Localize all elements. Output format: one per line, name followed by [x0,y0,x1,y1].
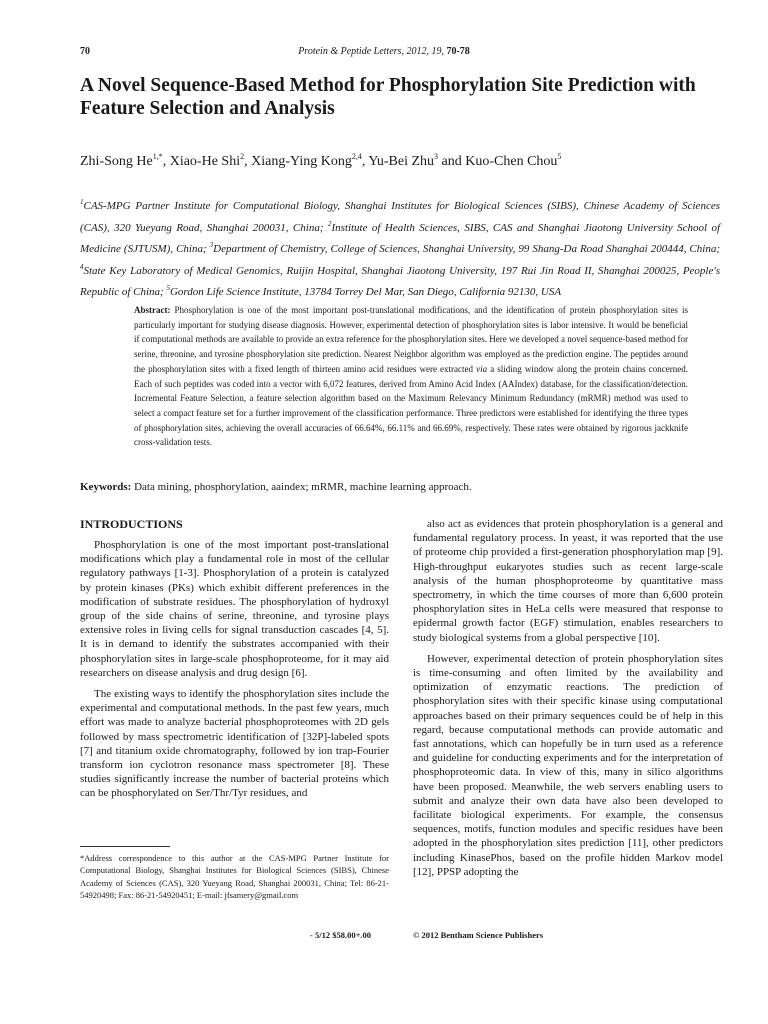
affiliation-text: Institute of Health Sciences, SIBS, CAS and Shanghai Jiaotong University School of Medicine (SJTUSM), China; [80,221,721,256]
author-name: Kuo-Chen Chou [465,154,558,169]
affiliation-marker: 3 [209,241,214,250]
keywords [80,480,720,494]
correspondence-footnote: *Address correspondence to this author at the CAS-MPG Partner Institute for Computational Biology, Shanghai Institutes for Biological Sciences (SIBS), Chinese Academy of Sciences (CAS), 320 Yueyang Road, Shanghai 200031, China; Tel: 86-21-54920498; Fax: 86-21-54920451; E-mail: jfsamery@gmail.com [80,853,389,900]
author-name: Xiang-Ying Kong [251,154,352,169]
affiliations [80,194,720,302]
left-column [80,517,389,808]
footer-price: - 5/12 $58.00+.00 [310,930,372,940]
body-paragraph: The existing ways to identify the phosphorylation sites include the experimental and computational methods. In the past few years, much effort was made to analyze bacterial phosphoproteomes with 2D gels followed by mass spectrometric identification of [32P]-labeled spots [7] and titanium oxide chromatography, followed by ion trap-Fourier transform ion cyclotron resonance mass spectrometer [8]. These studies significantly increase the number of bacterial proteins which can be phosphorylated on Ser/Thr/Tyr residues, and [80,688,389,800]
body-paragraph: Phosphorylation is one of the most important post-translational modifications which play a fundamental role in most of the cellular regulatory pathways [1-3]. Phosphorylation of a protein is catalyzed by protein kinases (PKs) which exhibit different preferences in the modification of substrate residues. The phosphorylation of hydroxyl group of the side chains of serine, threonine, and tyrosine plays extensive roles in living cells for signal transduction cascades [4, 5]. It is in demand to identify the substrates accompanied with their phosphorylation sites in large-scale phosphoproteome, for it may aid researchers on disease analysis and drug design [6]. [80,539,389,679]
affiliation-marker: 5 [166,284,170,293]
author-affiliation-marker: 5 [557,152,562,161]
footer-copyright: © 2012 Bentham Science Publishers [413,930,544,940]
journal-year: 2012, [406,46,429,57]
journal-volume: 19, [431,46,444,57]
running-header: Protein & Peptide Letters, 2012, 19, 70-78 [298,46,470,57]
page-number: 70 [80,46,90,57]
abstract [134,303,688,450]
footnote-divider [80,846,170,847]
affiliation-text: Gordon Life Science Institute, 13784 Torrey Del Mar, San Diego, California 92130, USA [169,286,562,299]
affiliation-marker: 1 [80,198,84,206]
abstract-label: Abstract: [134,305,171,315]
author-name: Yu-Bei Zhu [368,154,435,169]
abstract-text-part1: Phosphorylation is one of the most important post-translational modifications, and the identification of protein phosphorylation sites is particularly important for studying disease diagnosis. However, experimental detection of phosphorylation sites is labor intensive. It would be beneficial if computational methods are available to provide an extra reference for the phosphorylation sites. Here we developed a novel sequence-based method for serine, threonine, and tyrosine phosphorylation site prediction. Nearest Neighbor algorithm was employed as the prediction engine. The peptides around the phosphorylation sites with a fixed length of thirteen amino acid residues were extracted [134,305,688,374]
section-heading-introductions: INTRODUCTIONS [80,517,183,531]
journal-name: Protein & Peptide Letters [298,46,402,57]
author-affiliation-marker: 3 [434,152,439,161]
author-affiliation-marker: 2 [240,152,245,161]
author-name: Zhi-Song He [80,154,153,169]
author-list: Zhi-Song $He^{1,*}$, Xiao-He Shi$^2$, Xiang-Ying Kong$^{2,4}$, Yu-Bei Zhu$^3$ and Kuo-Chen Chou$^5$ [80,152,562,169]
abstract-text-part2: a sliding window along the protein chains concerned. Each of such peptides was coded into a vector with 6,072 features, derived from Amino Acid Index (AAIndex) database, for the classification/detection. Incremental Feature Selection, a feature selection algorithm based on the Maximum Relevancy Minimum Redundancy (mRMR) method was used to select a compact feature set for a further improvement of the classification performance. Three predictors were established for identifying the three types of phosphorylation sites, achieving the overall accuracies of 66.64%, 66.11% and 66.69%, respectively. These rates were obtained by rigorous jackknife cross-validation tests. [134,363,688,448]
author-affiliation-marker: 2,4 [351,152,362,161]
keywords-text: Data mining, phosphorylation, aaindex; mRMR, machine learning approach. [131,481,472,493]
affiliation-marker: 2 [327,219,332,228]
affiliation-text: CAS-MPG Partner Institute for Computational Biology, Shanghai Institutes for Biological Sciences (SIBS), Chinese Academy of Sciences (CAS), 320 Yueyang Road, Shanghai 200031, China; [80,200,720,234]
affiliation-text: State Key Laboratory of Medical Genomics, Ruijin Hospital, Shanghai Jiaotong University, 197 Rui Jin Road II, Shanghai 200025, People's Republic of China; [80,264,720,299]
right-column [413,517,723,886]
abstract-via: via [476,363,488,374]
paper-title: A Novel Sequence-Based Method for Phosphorylation Site Prediction with Feature Selection and Analysis [80,75,696,119]
author-name: Xiao-He Shi [169,154,241,169]
affiliation-text: Department of Chemistry, College of Sciences, Shanghai University, 99 Shang-Da Road Shanghai 200444, China; [213,243,720,256]
body-paragraph: also act as evidences that protein phosphorylation is a general and fundamental regulatory process. In yeast, it was reported that the use of proteome chip provided a first-generation phosphorylation map [9]. High-throughput eukaryotes studies such as recent large-scale analysis of the human phosphoproteome by quantitative mass spectrometry, in which the time courses of more than 6,600 protein phosphorylation sites in HeLa cells were measured that response to epidermal growth factor (EGF) stimulation, enables researchers to study biological systems from a global perspective [10]. [413,518,723,644]
affiliation-marker: 4 [80,262,84,271]
keywords-label: Keywords: [80,481,132,493]
author-affiliation-marker: 1,* [152,152,163,161]
body-paragraph: However, experimental detection of protein phosphorylation sites is time-consuming and often limited by the availability and optimization of enzymatic reactions. The prediction of phosphorylation sites with their specific kinase using computational approaches based on their primary sequences could be of help in this regard, because computational methods can provide automatic and fast annotations, which can hopefully be in turn used as a reference and guideline for conducting experiments and for the interpretation of phosphoproteomic data. In view of this, many in silico algorithms have been proposed. Meanwhile, the web servers enabling users to submit and analyze their own data have also been developed to facilitate biological experiments. For example, the consensus sequences, motifs, function modules and specific residues have been adopted in the phosphorylation sites prediction [11], other predictors including KinasePhos, based on the profile hidden Markov model [12], PPSP adopting the [413,652,723,878]
journal-pages: 70-78 [446,46,470,57]
